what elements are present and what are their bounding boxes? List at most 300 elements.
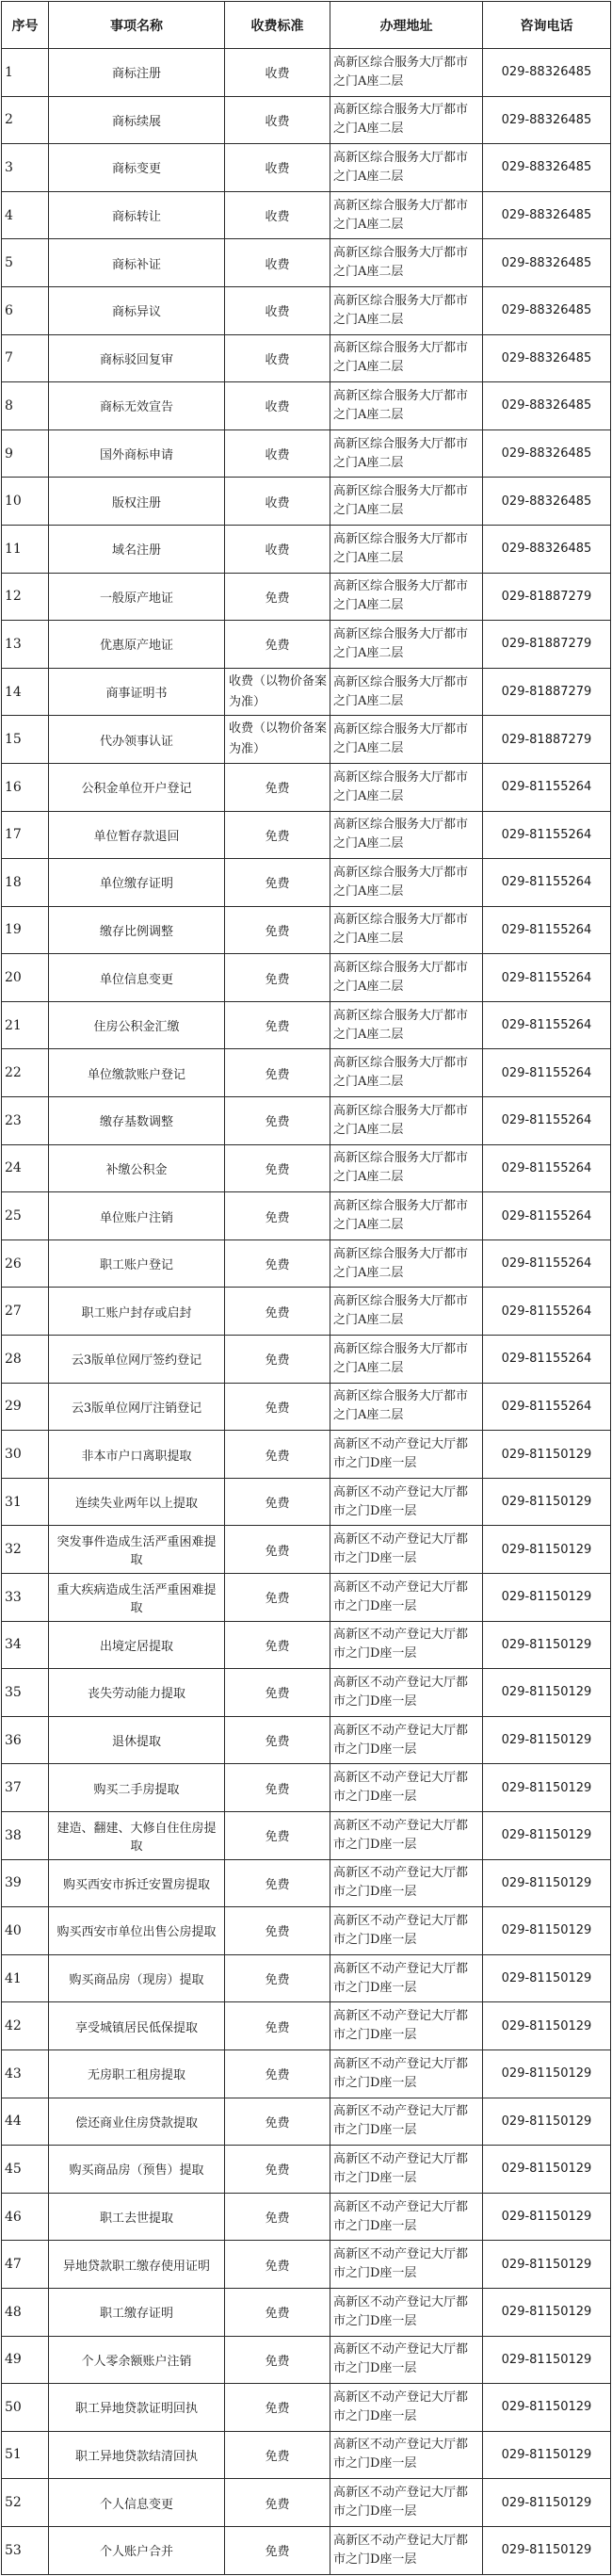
cell-address: 高新区综合服务大厅都市之门A座二层 (330, 1192, 483, 1240)
cell-phone: 029-81155264 (483, 1097, 611, 1145)
cell-no: 51 (2, 2431, 49, 2479)
table-row (2, 1049, 611, 1097)
cell-fee: 免费 (225, 1383, 330, 1431)
cell-no: 9 (2, 429, 49, 478)
cell-phone: 029-81155264 (483, 1192, 611, 1240)
table-row (2, 2336, 611, 2384)
cell-address: 高新区不动产登记大厅都市之门D座一层 (330, 2002, 483, 2050)
cell-name: 代办领事认证 (49, 716, 225, 764)
table-row (2, 1764, 611, 1812)
cell-name: 商事证明书 (49, 668, 225, 716)
cell-fee: 免费 (225, 2193, 330, 2241)
cell-name: 职工异地贷款证明回执 (49, 2384, 225, 2432)
cell-no: 28 (2, 1336, 49, 1384)
cell-fee: 免费 (225, 1431, 330, 1479)
cell-name: 连续失业两年以上提取 (49, 1478, 225, 1526)
cell-address: 高新区综合服务大厅都市之门A座二层 (330, 1097, 483, 1145)
cell-address: 高新区综合服务大厅都市之门A座二层 (330, 1383, 483, 1431)
table-row (2, 144, 611, 192)
cell-fee: 免费 (225, 811, 330, 859)
cell-phone: 029-81887279 (483, 668, 611, 716)
table-row (2, 1431, 611, 1479)
cell-name: 出境定居提取 (49, 1621, 225, 1669)
cell-no: 21 (2, 1001, 49, 1049)
cell-name: 职工去世提取 (49, 2193, 225, 2241)
table-row (2, 2098, 611, 2146)
cell-name: 商标续展 (49, 96, 225, 144)
cell-no: 45 (2, 2146, 49, 2194)
table-row (2, 1001, 611, 1049)
cell-name: 非本市户口离职提取 (49, 1431, 225, 1479)
cell-fee: 免费 (225, 2526, 330, 2574)
table-row (2, 2193, 611, 2241)
cell-phone: 029-88326485 (483, 286, 611, 334)
cell-no: 10 (2, 478, 49, 526)
cell-phone: 029-88326485 (483, 191, 611, 239)
cell-name: 云3版单位网厅签约登记 (49, 1336, 225, 1384)
cell-no: 4 (2, 191, 49, 239)
cell-phone: 029-88326485 (483, 144, 611, 192)
cell-name: 异地贷款职工缴存使用证明 (49, 2241, 225, 2289)
cell-fee: 免费 (225, 1574, 330, 1622)
cell-fee: 免费 (225, 1907, 330, 1955)
cell-name: 商标异议 (49, 286, 225, 334)
cell-fee: 免费 (225, 2002, 330, 2050)
cell-address: 高新区综合服务大厅都市之门A座二层 (330, 1049, 483, 1097)
cell-fee: 免费 (225, 763, 330, 811)
cell-fee: 免费 (225, 2431, 330, 2479)
cell-phone: 029-81150129 (483, 2479, 611, 2527)
table-row (2, 382, 611, 430)
cell-no: 3 (2, 144, 49, 192)
cell-address: 高新区不动产登记大厅都市之门D座一层 (330, 1526, 483, 1574)
cell-name: 商标注册 (49, 49, 225, 97)
cell-phone: 029-81150129 (483, 2049, 611, 2098)
cell-address: 高新区不动产登记大厅都市之门D座一层 (330, 1764, 483, 1812)
cell-fee: 免费 (225, 1526, 330, 1574)
cell-address: 高新区综合服务大厅都市之门A座二层 (330, 478, 483, 526)
cell-phone: 029-81150129 (483, 1478, 611, 1526)
table-row (2, 1574, 611, 1622)
cell-address: 高新区不动产登记大厅都市之门D座一层 (330, 2288, 483, 2336)
cell-fee: 免费 (225, 573, 330, 621)
cell-name: 重大疾病造成生活严重困难提取 (49, 1574, 225, 1622)
cell-phone: 029-88326485 (483, 429, 611, 478)
table-body (2, 49, 611, 2575)
cell-no: 44 (2, 2098, 49, 2146)
cell-name: 商标转让 (49, 191, 225, 239)
cell-no: 27 (2, 1288, 49, 1336)
cell-name: 缴存比例调整 (49, 906, 225, 954)
cell-name: 公积金单位开户登记 (49, 763, 225, 811)
cell-fee: 免费 (225, 1478, 330, 1526)
cell-name: 建造、翻建、大修自住住房提取 (49, 1811, 225, 1859)
cell-phone: 029-81150129 (483, 2431, 611, 2479)
table-row (2, 1669, 611, 1717)
cell-phone: 029-88326485 (483, 49, 611, 97)
cell-phone: 029-81150129 (483, 2098, 611, 2146)
cell-name: 单位信息变更 (49, 954, 225, 1002)
cell-fee: 免费 (225, 1097, 330, 1145)
cell-no: 11 (2, 525, 49, 573)
cell-phone: 029-81150129 (483, 2288, 611, 2336)
cell-fee: 收费 (225, 144, 330, 192)
cell-address: 高新区综合服务大厅都市之门A座二层 (330, 573, 483, 621)
cell-phone: 029-81887279 (483, 716, 611, 764)
cell-phone: 029-81155264 (483, 1239, 611, 1288)
cell-no: 6 (2, 286, 49, 334)
cell-fee: 收费 (225, 334, 330, 382)
cell-name: 国外商标申请 (49, 429, 225, 478)
cell-fee: 免费 (225, 1001, 330, 1049)
cell-fee: 免费 (225, 1336, 330, 1384)
cell-no: 31 (2, 1478, 49, 1526)
cell-address: 高新区综合服务大厅都市之门A座二层 (330, 763, 483, 811)
cell-fee: 收费（以物价备案为准） (225, 668, 330, 716)
table-row (2, 2146, 611, 2194)
table-row (2, 716, 611, 764)
cell-name: 补缴公积金 (49, 1144, 225, 1192)
cell-no: 36 (2, 1716, 49, 1764)
cell-fee: 收费 (225, 239, 330, 287)
cell-address: 高新区综合服务大厅都市之门A座二层 (330, 1239, 483, 1288)
cell-phone: 029-81887279 (483, 621, 611, 669)
cell-phone: 029-81150129 (483, 2193, 611, 2241)
cell-name: 购买商品房（预售）提取 (49, 2146, 225, 2194)
cell-name: 偿还商业住房贷款提取 (49, 2098, 225, 2146)
cell-fee: 收费 (225, 525, 330, 573)
cell-phone: 029-81150129 (483, 1954, 611, 2002)
table-row (2, 573, 611, 621)
header-no: 序号 (2, 2, 49, 49)
cell-address: 高新区不动产登记大厅都市之门D座一层 (330, 2049, 483, 2098)
cell-fee: 免费 (225, 954, 330, 1002)
cell-address: 高新区综合服务大厅都市之门A座二层 (330, 1288, 483, 1336)
cell-phone: 029-81150129 (483, 1431, 611, 1479)
cell-address: 高新区不动产登记大厅都市之门D座一层 (330, 2241, 483, 2289)
cell-address: 高新区综合服务大厅都市之门A座二层 (330, 1144, 483, 1192)
cell-address: 高新区不动产登记大厅都市之门D座一层 (330, 2098, 483, 2146)
cell-no: 20 (2, 954, 49, 1002)
cell-name: 一般原产地证 (49, 573, 225, 621)
cell-name: 购买西安市单位出售公房提取 (49, 1907, 225, 1955)
cell-no: 1 (2, 49, 49, 97)
table-row (2, 1907, 611, 1955)
cell-fee: 免费 (225, 1859, 330, 1907)
cell-phone: 029-81150129 (483, 1716, 611, 1764)
table-row (2, 2479, 611, 2527)
table-row (2, 191, 611, 239)
cell-address: 高新区综合服务大厅都市之门A座二层 (330, 1336, 483, 1384)
table-row (2, 1716, 611, 1764)
cell-address: 高新区综合服务大厅都市之门A座二层 (330, 96, 483, 144)
cell-no: 8 (2, 382, 49, 430)
cell-address: 高新区不动产登记大厅都市之门D座一层 (330, 2384, 483, 2432)
table-row (2, 525, 611, 573)
cell-address: 高新区综合服务大厅都市之门A座二层 (330, 286, 483, 334)
cell-no: 5 (2, 239, 49, 287)
cell-name: 购买二手房提取 (49, 1764, 225, 1812)
table-row (2, 954, 611, 1002)
cell-no: 18 (2, 859, 49, 907)
cell-address: 高新区不动产登记大厅都市之门D座一层 (330, 2336, 483, 2384)
cell-address: 高新区综合服务大厅都市之门A座二层 (330, 525, 483, 573)
table-row (2, 1526, 611, 1574)
cell-address: 高新区不动产登记大厅都市之门D座一层 (330, 1954, 483, 2002)
cell-fee: 免费 (225, 1669, 330, 1717)
cell-no: 38 (2, 1811, 49, 1859)
cell-no: 42 (2, 2002, 49, 2050)
cell-fee: 免费 (225, 2146, 330, 2194)
cell-phone: 029-81150129 (483, 1907, 611, 1955)
cell-no: 7 (2, 334, 49, 382)
cell-name: 单位账户注销 (49, 1192, 225, 1240)
cell-address: 高新区不动产登记大厅都市之门D座一层 (330, 1478, 483, 1526)
cell-no: 52 (2, 2479, 49, 2527)
table-row (2, 1811, 611, 1859)
cell-no: 35 (2, 1669, 49, 1717)
cell-phone: 029-81150129 (483, 1859, 611, 1907)
cell-fee: 免费 (225, 1716, 330, 1764)
cell-no: 22 (2, 1049, 49, 1097)
table-row (2, 1192, 611, 1240)
cell-no: 24 (2, 1144, 49, 1192)
cell-address: 高新区不动产登记大厅都市之门D座一层 (330, 1907, 483, 1955)
cell-name: 购买商品房（现房）提取 (49, 1954, 225, 2002)
table-row (2, 49, 611, 97)
table-row (2, 859, 611, 907)
table-row (2, 1383, 611, 1431)
cell-name: 单位暂存款退回 (49, 811, 225, 859)
cell-no: 33 (2, 1574, 49, 1622)
cell-name: 职工异地贷款结清回执 (49, 2431, 225, 2479)
cell-address: 高新区不动产登记大厅都市之门D座一层 (330, 1859, 483, 1907)
cell-name: 退休提取 (49, 1716, 225, 1764)
cell-address: 高新区不动产登记大厅都市之门D座一层 (330, 2479, 483, 2527)
table-row (2, 96, 611, 144)
cell-phone: 029-81155264 (483, 906, 611, 954)
cell-phone: 029-81155264 (483, 859, 611, 907)
cell-fee: 免费 (225, 2336, 330, 2384)
cell-phone: 029-88326485 (483, 334, 611, 382)
cell-fee: 收费 (225, 191, 330, 239)
cell-fee: 免费 (225, 1954, 330, 2002)
table-row (2, 1336, 611, 1384)
cell-address: 高新区综合服务大厅都市之门A座二层 (330, 668, 483, 716)
table-row (2, 2049, 611, 2098)
cell-address: 高新区不动产登记大厅都市之门D座一层 (330, 1811, 483, 1859)
cell-no: 32 (2, 1526, 49, 1574)
cell-name: 单位缴存证明 (49, 859, 225, 907)
cell-address: 高新区不动产登记大厅都市之门D座一层 (330, 2193, 483, 2241)
cell-no: 48 (2, 2288, 49, 2336)
cell-address: 高新区不动产登记大厅都市之门D座一层 (330, 1669, 483, 1717)
cell-no: 2 (2, 96, 49, 144)
header-fee: 收费标准 (225, 2, 330, 49)
cell-name: 商标驳回复审 (49, 334, 225, 382)
cell-name: 商标补证 (49, 239, 225, 287)
cell-name: 住房公积金汇缴 (49, 1001, 225, 1049)
cell-fee: 免费 (225, 1239, 330, 1288)
cell-no: 40 (2, 1907, 49, 1955)
cell-address: 高新区综合服务大厅都市之门A座二层 (330, 144, 483, 192)
cell-no: 13 (2, 621, 49, 669)
cell-no: 49 (2, 2336, 49, 2384)
cell-phone: 029-81150129 (483, 1574, 611, 1622)
cell-no: 46 (2, 2193, 49, 2241)
table-row (2, 239, 611, 287)
cell-phone: 029-81155264 (483, 811, 611, 859)
cell-name: 缴存基数调整 (49, 1097, 225, 1145)
cell-phone: 029-88326485 (483, 239, 611, 287)
cell-fee: 免费 (225, 2479, 330, 2527)
cell-address: 高新区不动产登记大厅都市之门D座一层 (330, 1621, 483, 1669)
cell-phone: 029-81150129 (483, 2384, 611, 2432)
cell-address: 高新区综合服务大厅都市之门A座二层 (330, 1001, 483, 1049)
cell-no: 26 (2, 1239, 49, 1288)
cell-no: 47 (2, 2241, 49, 2289)
cell-name: 丧失劳动能力提取 (49, 1669, 225, 1717)
table-row (2, 906, 611, 954)
cell-name: 版权注册 (49, 478, 225, 526)
cell-no: 30 (2, 1431, 49, 1479)
cell-phone: 029-81150129 (483, 1764, 611, 1812)
cell-no: 25 (2, 1192, 49, 1240)
cell-name: 个人零余额账户注销 (49, 2336, 225, 2384)
cell-phone: 029-81150129 (483, 2336, 611, 2384)
cell-fee: 免费 (225, 1144, 330, 1192)
cell-address: 高新区综合服务大厅都市之门A座二层 (330, 859, 483, 907)
table-row (2, 621, 611, 669)
cell-phone: 029-81155264 (483, 1336, 611, 1384)
cell-phone: 029-81155264 (483, 1144, 611, 1192)
cell-no: 12 (2, 573, 49, 621)
cell-name: 个人信息变更 (49, 2479, 225, 2527)
cell-name: 优惠原产地证 (49, 621, 225, 669)
table-row (2, 2002, 611, 2050)
cell-no: 41 (2, 1954, 49, 2002)
cell-address: 高新区不动产登记大厅都市之门D座一层 (330, 1431, 483, 1479)
cell-address: 高新区不动产登记大厅都市之门D座一层 (330, 2526, 483, 2574)
cell-address: 高新区综合服务大厅都市之门A座二层 (330, 429, 483, 478)
cell-address: 高新区综合服务大厅都市之门A座二层 (330, 382, 483, 430)
header-address: 办理地址 (330, 2, 483, 49)
cell-address: 高新区综合服务大厅都市之门A座二层 (330, 239, 483, 287)
cell-fee: 免费 (225, 1049, 330, 1097)
table-row (2, 2288, 611, 2336)
header-row (2, 2, 611, 49)
cell-phone: 029-81150129 (483, 2241, 611, 2289)
cell-no: 23 (2, 1097, 49, 1145)
table-row (2, 763, 611, 811)
table-row (2, 1621, 611, 1669)
cell-address: 高新区综合服务大厅都市之门A座二层 (330, 954, 483, 1002)
cell-fee: 收费 (225, 286, 330, 334)
cell-name: 购买西安市拆迁安置房提取 (49, 1859, 225, 1907)
cell-fee: 免费 (225, 2049, 330, 2098)
service-table (1, 1, 611, 2575)
cell-no: 53 (2, 2526, 49, 2574)
cell-phone: 029-81155264 (483, 1288, 611, 1336)
cell-no: 34 (2, 1621, 49, 1669)
header-phone: 咨询电话 (483, 2, 611, 49)
cell-fee: 免费 (225, 2241, 330, 2289)
cell-phone: 029-81155264 (483, 1383, 611, 1431)
cell-phone: 029-81150129 (483, 2146, 611, 2194)
cell-fee: 免费 (225, 1288, 330, 1336)
cell-name: 域名注册 (49, 525, 225, 573)
cell-address: 高新区综合服务大厅都市之门A座二层 (330, 621, 483, 669)
table-row (2, 1954, 611, 2002)
cell-address: 高新区综合服务大厅都市之门A座二层 (330, 906, 483, 954)
table-row (2, 1478, 611, 1526)
cell-fee: 免费 (225, 1621, 330, 1669)
cell-phone: 029-88326485 (483, 525, 611, 573)
table-row (2, 478, 611, 526)
cell-name: 职工账户登记 (49, 1239, 225, 1288)
cell-phone: 029-81155264 (483, 1001, 611, 1049)
table-row (2, 286, 611, 334)
cell-name: 单位缴款账户登记 (49, 1049, 225, 1097)
cell-no: 17 (2, 811, 49, 859)
cell-address: 高新区不动产登记大厅都市之门D座一层 (330, 2146, 483, 2194)
cell-name: 无房职工租房提取 (49, 2049, 225, 2098)
cell-phone: 029-81155264 (483, 763, 611, 811)
table-header (2, 2, 611, 49)
cell-no: 15 (2, 716, 49, 764)
cell-fee: 免费 (225, 1764, 330, 1812)
cell-name: 云3版单位网厅注销登记 (49, 1383, 225, 1431)
cell-name: 商标无效宣告 (49, 382, 225, 430)
table-row (2, 1288, 611, 1336)
table-row (2, 1144, 611, 1192)
cell-phone: 029-88326485 (483, 478, 611, 526)
cell-no: 43 (2, 2049, 49, 2098)
cell-phone: 029-88326485 (483, 382, 611, 430)
cell-name: 商标变更 (49, 144, 225, 192)
cell-phone: 029-81155264 (483, 954, 611, 1002)
cell-address: 高新区综合服务大厅都市之门A座二层 (330, 716, 483, 764)
cell-fee: 收费（以物价备案为准） (225, 716, 330, 764)
table-row (2, 1097, 611, 1145)
cell-no: 29 (2, 1383, 49, 1431)
cell-phone: 029-81150129 (483, 2526, 611, 2574)
table-row (2, 2384, 611, 2432)
cell-fee: 免费 (225, 1192, 330, 1240)
header-name: 事项名称 (49, 2, 225, 49)
table-row (2, 2241, 611, 2289)
table-row (2, 2431, 611, 2479)
cell-phone: 029-88326485 (483, 96, 611, 144)
cell-phone: 029-81155264 (483, 1049, 611, 1097)
cell-fee: 免费 (225, 2288, 330, 2336)
table-row (2, 1239, 611, 1288)
cell-phone: 029-81150129 (483, 1621, 611, 1669)
cell-address: 高新区综合服务大厅都市之门A座二层 (330, 811, 483, 859)
cell-address: 高新区不动产登记大厅都市之门D座一层 (330, 1716, 483, 1764)
table-row (2, 429, 611, 478)
cell-no: 16 (2, 763, 49, 811)
cell-fee: 收费 (225, 478, 330, 526)
cell-fee: 免费 (225, 2384, 330, 2432)
cell-fee: 免费 (225, 621, 330, 669)
cell-fee: 免费 (225, 1811, 330, 1859)
cell-fee: 免费 (225, 906, 330, 954)
cell-phone: 029-81150129 (483, 2002, 611, 2050)
cell-no: 37 (2, 1764, 49, 1812)
cell-fee: 收费 (225, 429, 330, 478)
cell-name: 突发事件造成生活严重困难提取 (49, 1526, 225, 1574)
